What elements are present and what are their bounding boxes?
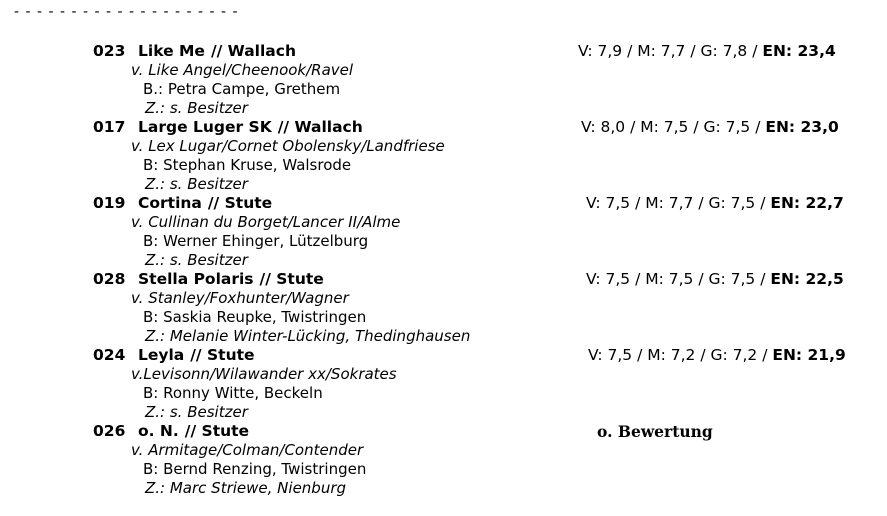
owner: Z.: Marc Striewe, Nienburg	[145, 479, 347, 497]
breeder: B.: Petra Campe, Grethem	[143, 80, 341, 98]
separator: //	[207, 194, 220, 212]
pedigree: v. Lex Lugar/Cornet Obolensky/Landfriese	[131, 137, 445, 155]
owner: Z.: s. Besitzer	[145, 403, 248, 421]
total-score: o. Bewertung	[597, 422, 713, 441]
score-line	[578, 42, 836, 61]
entry-number: 017	[93, 118, 126, 136]
breeder: B: Ronny Witte, Beckeln	[143, 384, 323, 402]
total-score: EN: 22,5	[770, 270, 844, 288]
horse-name: Stella Polaris	[138, 270, 254, 288]
entry-number: 019	[93, 194, 126, 212]
breeder: B: Stephan Kruse, Walsrode	[143, 156, 352, 174]
entry-number: 023	[93, 42, 126, 60]
entry-number: 024	[93, 346, 126, 364]
sub-scores: V: 8,0 / M: 7,5 / G: 7,5 /	[581, 118, 766, 136]
score-line	[581, 118, 839, 137]
owner: Z.: s. Besitzer	[145, 99, 248, 117]
pedigree: v.Levisonn/Wilawander xx/Sokrates	[131, 365, 397, 383]
score-line	[597, 422, 713, 441]
pedigree: v. Cullinan du Borget/Lancer II/Alme	[131, 213, 401, 231]
horse-name: Cortina	[138, 194, 202, 212]
score-line	[586, 270, 844, 289]
total-score: EN: 21,9	[772, 346, 846, 364]
owner: Z.: Melanie Winter-Lücking, Thedinghausen	[145, 327, 471, 345]
separator: //	[210, 42, 223, 60]
horse-entry	[0, 118, 887, 194]
horse-sex: Stute	[201, 422, 250, 440]
pedigree: v. Armitage/Colman/Contender	[131, 441, 364, 459]
separator: //	[259, 270, 271, 288]
horse-sex: Stute	[224, 194, 273, 212]
entry-heading	[93, 270, 324, 289]
horse-name: o. N.	[138, 422, 179, 440]
breeder: B: Bernd Renzing, Twistringen	[143, 460, 367, 478]
horse-entry	[0, 270, 887, 346]
entry-heading	[93, 42, 296, 61]
score-line	[586, 194, 844, 213]
separator: //	[184, 422, 197, 440]
total-score: EN: 22,7	[770, 194, 844, 212]
entry-number: 028	[93, 270, 126, 288]
sub-scores: V: 7,5 / M: 7,2 / G: 7,2 /	[588, 346, 773, 364]
horse-sex: Wallach	[227, 42, 296, 60]
entry-number: 026	[93, 422, 126, 440]
separator: //	[190, 346, 202, 364]
divider-line: - - - - - - - - - - - - - - - - - - - -	[14, 4, 239, 20]
total-score: EN: 23,4	[762, 42, 836, 60]
horse-entry	[0, 422, 887, 498]
entry-heading	[93, 194, 272, 213]
owner: Z.: s. Besitzer	[145, 175, 248, 193]
breeder: B: Saskia Reupke, Twistringen	[143, 308, 367, 326]
breeder: B: Werner Ehinger, Lützelburg	[143, 232, 369, 250]
sub-scores: V: 7,5 / M: 7,7 / G: 7,5 /	[586, 194, 771, 212]
horse-entry	[0, 346, 887, 422]
separator: //	[277, 118, 290, 136]
owner: Z.: s. Besitzer	[145, 251, 248, 269]
horse-sex: Stute	[207, 346, 255, 364]
horse-sex: Stute	[276, 270, 324, 288]
entry-heading	[93, 346, 255, 365]
horse-name: Leyla	[138, 346, 185, 364]
total-score: EN: 23,0	[765, 118, 839, 136]
pedigree: v. Stanley/Foxhunter/Wagner	[131, 289, 349, 307]
sub-scores: V: 7,5 / M: 7,5 / G: 7,5 /	[586, 270, 771, 288]
horse-entry	[0, 194, 887, 270]
horse-name: Large Luger SK	[138, 118, 272, 136]
pedigree: v. Like Angel/Cheenook/Ravel	[131, 61, 354, 79]
horse-sex: Wallach	[294, 118, 363, 136]
score-line	[588, 346, 846, 365]
horse-name: Like Me	[138, 42, 205, 60]
sub-scores: V: 7,9 / M: 7,7 / G: 7,8 /	[578, 42, 763, 60]
horse-entry	[0, 42, 887, 118]
entry-heading	[93, 422, 249, 441]
entry-heading	[93, 118, 363, 137]
